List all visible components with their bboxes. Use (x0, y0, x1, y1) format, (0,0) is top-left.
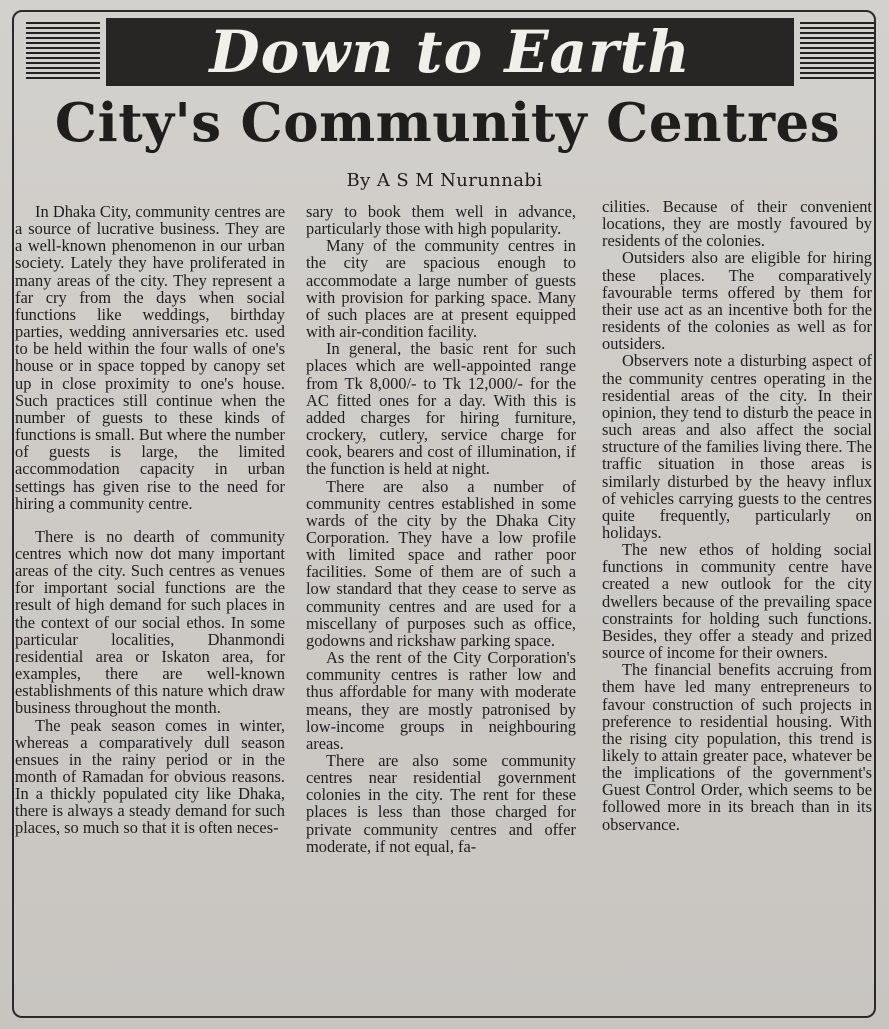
paragraph: Outsiders also are eligible for hiring these places. The comparatively favourable terms offered by them for their use act as an incentive both for the residents of the colonies as well as for outsiders. (602, 248, 872, 354)
paragraph: The peak season comes in winter, whereas a comparatively dull season ensues in the rainy period or in the month of Ramadan for obvious reasons. In a thickly populated city like Dhaka, there is always a steady demand for such places, so much so that it is often neces- (15, 715, 285, 838)
text-column-2 (306, 203, 576, 1006)
paragraph: There are also a number of community centres established in some wards of the city by the Dhaka City Corporation. They have a low profile with limited space and rather poor facilities. Some of them are of such a low standard that they cease to serve as community centres and are used for a miscellany of purposes such as office, godowns and rickshaw parking space. (306, 476, 576, 650)
paragraph: In Dhaka City, community centres are a source of lucrative business. They are a well-known phenomenon in our urban society. Lately they have proliferated in many areas of the city. They represent a far cry from the days when social functions like weddings, birthday parties, wedding anniversaries etc. used to be held within the four walls of one's house or in space topped by canopy set up in close proximity to one's house. Such practices still continue when the number of guests to these kinds of functions is small. But where the number of guests is large, the limited accommodation capacity in urban settings has given rise to the need for hiring a community centre. (15, 203, 285, 513)
paragraph: cilities. Because of their convenient locations, they are mostly favoured by residents of the colonies. (602, 198, 872, 251)
paragraph: Many of the community centres in the city are spacious enough to accommodate a large number of guests with provision for parking space. Many of such places are at present equipped with air-condition facility. (306, 236, 576, 342)
paragraph: In general, the basic rent for such places which are well-appointed range from Tk 8,000/- to Tk 12,000/- for the AC fitted ones for a day. With this is added charges for hiring furniture, crockery, cutlery, service charge for cook, bearers and cost of illumination, if the function is held at night. (306, 339, 576, 479)
article-byline: By A S M Nurunnabi (346, 170, 543, 191)
decorative-rules-left (26, 22, 100, 82)
paragraph: The new ethos of holding social functions in community centre have created a new outlook for the city dwellers because of the prevailing space constraints for holding such functions. Besides, they offer a steady and prized source of income for their owners. (602, 540, 872, 663)
paragraph: There are also some community centres near residential government colonies in the city. The rent for these places is less than those charged for private community centres and offer moderate, if not equal, fa- (306, 751, 576, 856)
banner-bar (106, 18, 794, 86)
paragraph: As the rent of the City Corporation's community centres is rather low and thus affordable for many with moderate means, they are mostly patronised by low-income groups in neighbouring areas. (306, 648, 576, 753)
section-banner (22, 16, 878, 92)
section-title: Down to Earth (209, 18, 691, 86)
text-column-3 (602, 198, 872, 1001)
paragraph: There is no dearth of community centres which now dot many important areas of the city. Such centres as venues for important social functions are the result of high demand for such places in the context of our social ethos. In some particular localities, Dhanmondi residential area or Iskaton area, for examples, there are well-known establishments of this nature which draw business throughout the month. (15, 526, 285, 718)
paragraph: Observers note a disturbing aspect of the community centres operating in the residential areas of the city. In their opinion, they tend to disturb the peace in such areas and also affect the social structure of the families living there. The traffic situation in those areas is similarly disturbed by the heavy influx of vehicles carrying guests to the centres quite frequently, particularly on holidays. (602, 351, 872, 542)
article-headline: City's Community Centres (54, 92, 841, 154)
paragraph: The financial benefits accruing from them have led many entrepreneurs to favour construction of such projects in preference to residential housing. With the rising city population, this trend is likely to attain greater pace, whatever be the implications of the government's Guest Control Order, which seems to be followed more in its breach than in its observance. (602, 660, 872, 834)
decorative-rules-right (800, 22, 874, 82)
text-column-1 (15, 203, 285, 1006)
paragraph: sary to book them well in advance, particularly those with high popularity. (306, 203, 576, 239)
